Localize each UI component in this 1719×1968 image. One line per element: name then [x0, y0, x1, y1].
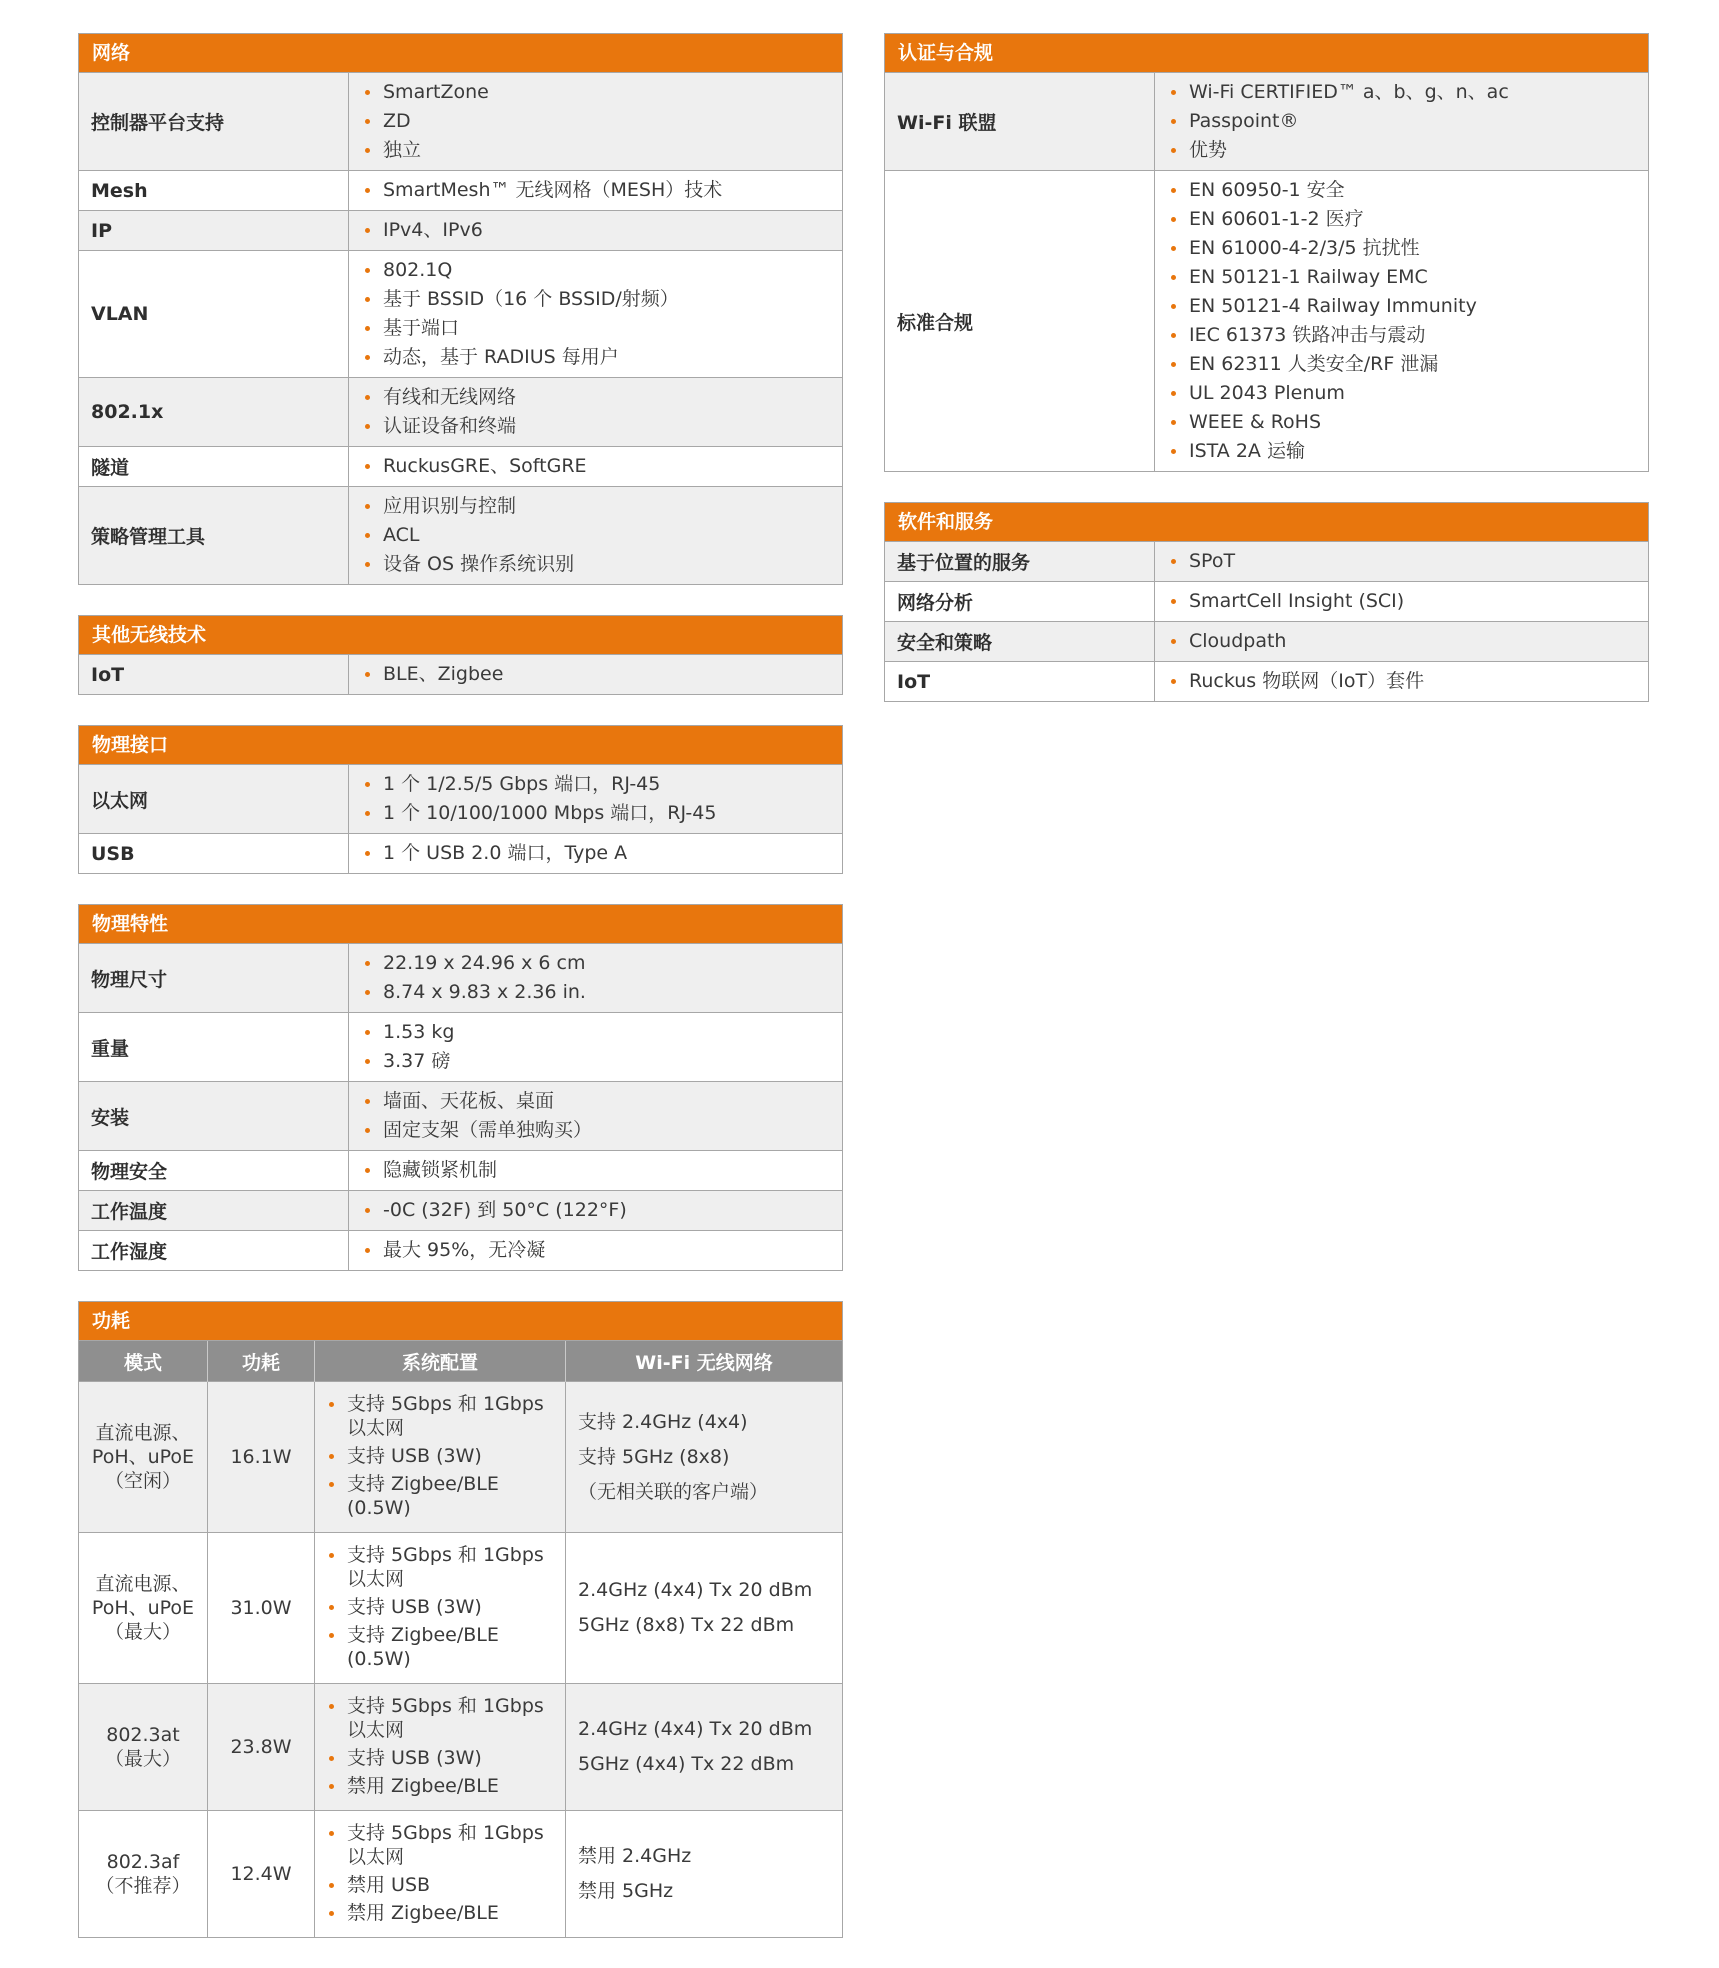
spec-label: 物理安全 — [79, 1151, 349, 1191]
list-item: SPoT — [1169, 547, 1636, 576]
list-item: 支持 Zigbee/BLE (0.5W) — [327, 1623, 555, 1671]
section-header: 认证与合规 — [885, 34, 1648, 73]
section-header: 软件和服务 — [885, 503, 1648, 542]
value-list — [363, 839, 830, 868]
wifi-cell — [566, 1382, 843, 1533]
list-item: 8.74 x 9.83 x 2.36 in. — [363, 978, 830, 1007]
spec-values — [349, 73, 843, 171]
list-item: Wi-Fi CERTIFIED™ a、b、g、n、ac — [1169, 78, 1636, 107]
value-list — [363, 1018, 830, 1076]
list-item: RuckusGRE、SoftGRE — [363, 452, 830, 481]
value-list — [1169, 176, 1636, 466]
physical-interface-section — [78, 725, 843, 874]
list-item: 支持 USB (3W) — [327, 1444, 555, 1468]
wifi-line: 禁用 5GHz — [578, 1880, 674, 1902]
power-table — [79, 1341, 842, 1937]
spec-values — [349, 1191, 843, 1231]
value-list — [363, 660, 830, 689]
config-list — [327, 1543, 555, 1671]
value-list — [363, 176, 830, 205]
list-item: 支持 5Gbps 和 1Gbps 以太网 — [327, 1543, 555, 1591]
list-item: SmartZone — [363, 78, 830, 107]
spec-label: Wi-Fi 联盟 — [885, 73, 1155, 171]
value-list — [363, 78, 830, 165]
spec-values — [349, 211, 843, 251]
spec-row — [79, 1082, 842, 1151]
wifi-line: 支持 5GHz (8x8) — [578, 1445, 730, 1468]
list-item: 固定支架（需单独购买） — [363, 1116, 830, 1145]
wifi-line: （无相关联的客户端） — [578, 1480, 769, 1503]
list-item: 1.53 kg — [363, 1018, 830, 1047]
list-item: ISTA 2A 运输 — [1169, 437, 1636, 466]
other-wireless-section — [78, 615, 843, 695]
list-item: EN 61000-4-2/3/5 抗扰性 — [1169, 234, 1636, 263]
list-item: EN 50121-1 Railway EMC — [1169, 263, 1636, 292]
wifi-cell — [566, 1684, 843, 1811]
power-cell: 12.4W — [208, 1811, 315, 1938]
mode-cell: 直流电源、PoH、uPoE（空闲） — [79, 1382, 208, 1533]
config-cell — [315, 1811, 566, 1938]
wifi-cell — [566, 1533, 843, 1684]
physical-properties-section — [78, 904, 843, 1271]
value-list — [363, 1156, 830, 1185]
spec-values — [349, 1082, 843, 1151]
list-item: 最大 95%，无冷凝 — [363, 1236, 830, 1265]
spec-label: 重量 — [79, 1013, 349, 1082]
spec-label: USB — [79, 834, 349, 874]
list-item: IPv4、IPv6 — [363, 216, 830, 245]
spec-row — [79, 655, 842, 694]
spec-label: 802.1x — [79, 378, 349, 447]
spec-label: 标准合规 — [885, 171, 1155, 472]
spec-row — [885, 662, 1648, 702]
list-item: EN 62311 人类安全/RF 泄漏 — [1169, 350, 1636, 379]
section-header: 功耗 — [79, 1302, 842, 1341]
spec-label: IoT — [79, 655, 349, 694]
wifi-line: 5GHz (8x8) Tx 22 dBm — [578, 1614, 795, 1636]
spec-values — [1155, 622, 1649, 662]
list-item: -0C (32F) 到 50°C (122°F) — [363, 1196, 830, 1225]
spec-values — [349, 1151, 843, 1191]
value-list — [363, 949, 830, 1007]
spec-values — [349, 378, 843, 447]
power-cell: 16.1W — [208, 1382, 315, 1533]
config-list — [327, 1392, 555, 1520]
list-item: Ruckus 物联网（IoT）套件 — [1169, 667, 1636, 696]
spec-row — [79, 211, 842, 251]
spec-values — [349, 447, 843, 487]
spec-values — [349, 1231, 843, 1271]
spec-table — [79, 944, 842, 1270]
spec-label: 网络分析 — [885, 582, 1155, 622]
section-header: 物理特性 — [79, 905, 842, 944]
wifi-cell — [566, 1811, 843, 1938]
spec-row — [885, 582, 1648, 622]
value-list — [363, 1087, 830, 1145]
list-item: 禁用 Zigbee/BLE — [327, 1774, 555, 1798]
list-item: 有线和无线网络 — [363, 383, 830, 412]
list-item: 独立 — [363, 136, 830, 165]
value-list — [1169, 627, 1636, 656]
column-header-wifi: Wi-Fi 无线网络 — [566, 1341, 843, 1382]
wifi-line: 禁用 2.4GHz — [578, 1845, 692, 1867]
power-cell: 23.8W — [208, 1684, 315, 1811]
value-list — [1169, 78, 1636, 165]
spec-label: 安装 — [79, 1082, 349, 1151]
spec-values — [349, 655, 843, 694]
spec-label: 安全和策略 — [885, 622, 1155, 662]
spec-row — [79, 447, 842, 487]
spec-label: VLAN — [79, 251, 349, 378]
list-item: EN 50121-4 Railway Immunity — [1169, 292, 1636, 321]
config-cell — [315, 1533, 566, 1684]
spec-values — [1155, 662, 1649, 702]
column-header-config: 系统配置 — [315, 1341, 566, 1382]
spec-label: IoT — [885, 662, 1155, 702]
config-cell — [315, 1382, 566, 1533]
software-services-section — [884, 502, 1649, 702]
list-item: 禁用 USB — [327, 1873, 555, 1897]
list-item: 基于端口 — [363, 314, 830, 343]
spec-table — [79, 655, 842, 694]
spec-row — [885, 542, 1648, 582]
spec-values — [1155, 582, 1649, 622]
spec-label: 基于位置的服务 — [885, 542, 1155, 582]
spec-label: Mesh — [79, 171, 349, 211]
list-item: IEC 61373 铁路冲击与震动 — [1169, 321, 1636, 350]
wifi-line: 支持 2.4GHz (4x4) — [578, 1410, 748, 1433]
config-list — [327, 1694, 555, 1798]
list-item: 禁用 Zigbee/BLE — [327, 1901, 555, 1925]
list-item: Passpoint® — [1169, 107, 1636, 136]
section-header: 网络 — [79, 34, 842, 73]
list-item: 802.1Q — [363, 256, 830, 285]
value-list — [363, 492, 830, 579]
spec-label: 物理尺寸 — [79, 944, 349, 1013]
spec-values — [349, 765, 843, 834]
config-list — [327, 1821, 555, 1925]
list-item: 应用识别与控制 — [363, 492, 830, 521]
network-section — [78, 33, 843, 585]
spec-row — [79, 944, 842, 1013]
list-item: BLE、Zigbee — [363, 660, 830, 689]
section-header: 物理接口 — [79, 726, 842, 765]
list-item: ZD — [363, 107, 830, 136]
spec-values — [349, 834, 843, 874]
spec-label: IP — [79, 211, 349, 251]
spec-values — [349, 487, 843, 585]
table-row — [79, 1811, 842, 1938]
spec-row — [79, 171, 842, 211]
spec-row — [79, 1013, 842, 1082]
spec-table — [79, 73, 842, 584]
spec-row — [885, 73, 1648, 171]
list-item: Cloudpath — [1169, 627, 1636, 656]
list-item: WEEE & RoHS — [1169, 408, 1636, 437]
value-list — [1169, 587, 1636, 616]
spec-values — [1155, 73, 1649, 171]
table-row — [79, 1533, 842, 1684]
mode-cell: 直流电源、PoH、uPoE（最大） — [79, 1533, 208, 1684]
list-item: EN 60601-1-2 医疗 — [1169, 205, 1636, 234]
spec-row — [79, 765, 842, 834]
value-list — [363, 770, 830, 828]
column-header-power: 功耗 — [208, 1341, 315, 1382]
wifi-line: 2.4GHz (4x4) Tx 20 dBm — [578, 1579, 813, 1601]
value-list — [363, 1236, 830, 1265]
spec-label: 控制器平台支持 — [79, 73, 349, 171]
certification-section — [884, 33, 1649, 472]
list-item: 1 个 USB 2.0 端口，Type A — [363, 839, 830, 868]
spec-label: 隧道 — [79, 447, 349, 487]
value-list — [363, 256, 830, 372]
list-item: 优势 — [1169, 136, 1636, 165]
list-item: 认证设备和终端 — [363, 412, 830, 441]
column-header-mode: 模式 — [79, 1341, 208, 1382]
spec-label: 工作湿度 — [79, 1231, 349, 1271]
mode-cell: 802.3at（最大） — [79, 1684, 208, 1811]
value-list — [363, 216, 830, 245]
value-list — [1169, 667, 1636, 696]
list-item: 支持 Zigbee/BLE (0.5W) — [327, 1472, 555, 1520]
wifi-line: 5GHz (4x4) Tx 22 dBm — [578, 1753, 795, 1775]
list-item: 支持 5Gbps 和 1Gbps 以太网 — [327, 1694, 555, 1742]
list-item: UL 2043 Plenum — [1169, 379, 1636, 408]
list-item: 1 个 1/2.5/5 Gbps 端口，RJ-45 — [363, 770, 830, 799]
spec-row — [79, 251, 842, 378]
spec-values — [349, 1013, 843, 1082]
table-row — [79, 1382, 842, 1533]
spec-values — [1155, 542, 1649, 582]
spec-row — [885, 171, 1648, 472]
spec-values — [1155, 171, 1649, 472]
spec-row — [79, 1151, 842, 1191]
list-item: 隐藏锁紧机制 — [363, 1156, 830, 1185]
list-item: 3.37 磅 — [363, 1047, 830, 1076]
spec-label: 以太网 — [79, 765, 349, 834]
power-section — [78, 1301, 843, 1938]
mode-cell: 802.3af（不推荐） — [79, 1811, 208, 1938]
spec-values — [349, 171, 843, 211]
spec-row — [79, 378, 842, 447]
value-list — [1169, 547, 1636, 576]
table-row — [79, 1684, 842, 1811]
spec-label: 工作温度 — [79, 1191, 349, 1231]
list-item: 支持 5Gbps 和 1Gbps 以太网 — [327, 1392, 555, 1440]
list-item: 支持 USB (3W) — [327, 1595, 555, 1619]
list-item: 墙面、天花板、桌面 — [363, 1087, 830, 1116]
spec-values — [349, 944, 843, 1013]
spec-row — [79, 73, 842, 171]
section-header: 其他无线技术 — [79, 616, 842, 655]
list-item: ACL — [363, 521, 830, 550]
left-column — [78, 33, 843, 1968]
spec-table — [885, 542, 1648, 701]
value-list — [363, 452, 830, 481]
spec-row — [79, 1191, 842, 1231]
spec-row — [79, 487, 842, 585]
list-item: EN 60950-1 安全 — [1169, 176, 1636, 205]
right-column — [884, 33, 1649, 732]
spec-table — [79, 765, 842, 873]
spec-table — [885, 73, 1648, 471]
power-cell: 31.0W — [208, 1533, 315, 1684]
value-list — [363, 383, 830, 441]
list-item: 动态，基于 RADIUS 每用户 — [363, 343, 830, 372]
spec-values — [349, 251, 843, 378]
list-item: SmartCell Insight (SCI) — [1169, 587, 1636, 616]
config-cell — [315, 1684, 566, 1811]
list-item: SmartMesh™ 无线网格（MESH）技术 — [363, 176, 830, 205]
list-item: 1 个 10/100/1000 Mbps 端口，RJ-45 — [363, 799, 830, 828]
list-item: 设备 OS 操作系统识别 — [363, 550, 830, 579]
list-item: 支持 5Gbps 和 1Gbps 以太网 — [327, 1821, 555, 1869]
wifi-line: 2.4GHz (4x4) Tx 20 dBm — [578, 1718, 813, 1740]
spec-label: 策略管理工具 — [79, 487, 349, 585]
spec-row — [79, 1231, 842, 1271]
list-item: 22.19 x 24.96 x 6 cm — [363, 949, 830, 978]
value-list — [363, 1196, 830, 1225]
spec-row — [79, 834, 842, 874]
list-item: 支持 USB (3W) — [327, 1746, 555, 1770]
spec-row — [885, 622, 1648, 662]
list-item: 基于 BSSID（16 个 BSSID/射频） — [363, 285, 830, 314]
